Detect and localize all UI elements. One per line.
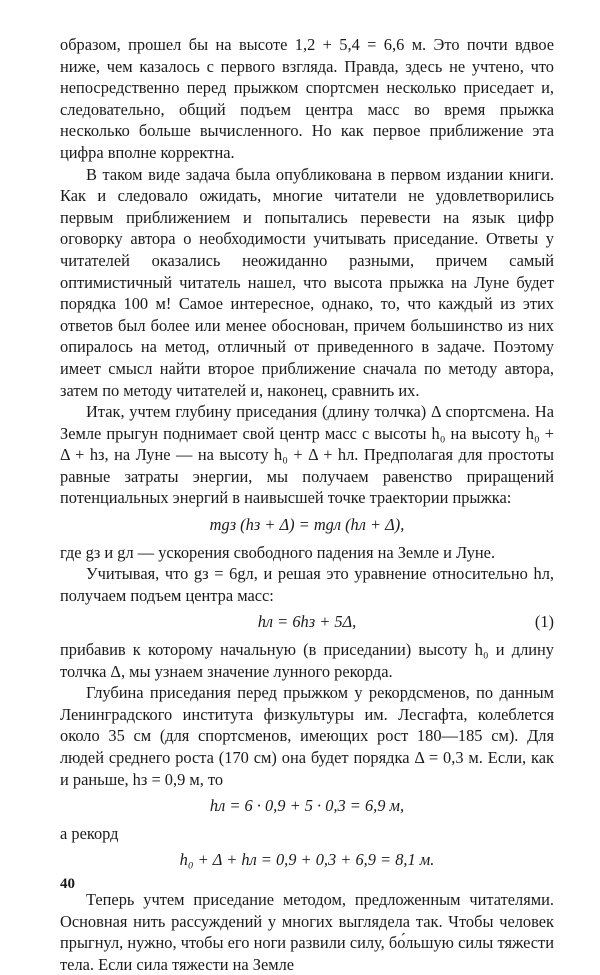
page-number: 40 <box>60 876 75 892</box>
paragraph-8: а рекорд <box>60 823 119 843</box>
equation-1-body: hл = 6hз + 5Δ, <box>257 612 357 632</box>
equation-1 <box>60 611 554 633</box>
book-page <box>60 34 554 975</box>
equation-energy: mgз (hз + Δ) = mgл (hл + Δ), <box>209 515 405 535</box>
paragraph-9: Теперь учтем приседание методом, предложенным читателями. Основная нить рассуждений у многих выглядела так. Чтобы человек прыгнул, нужно, чтобы его ноги развили силу, бо́льшую силы тяжести тела. Если сила тяжести на Земле <box>60 889 554 974</box>
paragraph-5: Учитывая, что gз = 6gл, и решая это уравнение относительно hл, получаем подъем центра масс: <box>60 564 554 605</box>
equation-record: h₀ + Δ + hл = 0,9 + 0,3 + 6,9 = 8,1 м. <box>179 850 435 870</box>
paragraph-7: Глубина приседания перед прыжком у рекордсменов, по данным Ленинградского института физкультуры им. Лесгафта, колеблется около 35 см (для спортсменов, имеющих рост 180—185 см). Для людей среднего роста (170 см) она будет порядка Δ = 0,3 м. Если, как и раньше, hз = 0,9 м, то <box>60 683 554 789</box>
equation-hl-value: hл = 6 · 0,9 + 5 · 0,3 = 6,9 м, <box>209 796 405 816</box>
paragraph-1: образом, прошел бы на высоте 1,2 + 5,4 = 6,6 м. Это почти вдвое ниже, чем казалось с первого взгляда. Правда, здесь не учтено, что непосредственно перед прыжком спортсмен несколько приседает и, следовательно, общий подъем центра масс во время прыжка несколько больше вычисленного. Но как первое приближение эта цифра вполне корректна. <box>60 35 554 162</box>
paragraph-6: прибавив к которому начальную (в приседании) высоту h₀ и длину толчка Δ, мы узнаем значение лунного рекорда. <box>60 640 554 681</box>
paragraph-3: Итак, учтем глубину приседания (длину толчка) Δ спортсмена. На Земле прыгун поднимает свой центр масс с высоты h₀ на высоту h₀ + Δ + hз, на Луне — на высоту h₀ + Δ + hл. Предполагая для простоты равные затраты энергии, мы получаем равенство приращений потенциальных энергий в наивысшей точке траектории прыжка: <box>60 402 554 508</box>
paragraph-2: В таком виде задача была опубликована в первом издании книги. Как и следовало ожидать, многие читатели не удовлетворились первым приближением и попытались перевести на язык цифр оговорку автора о необходимости учитывать приседание. Ответы у читателей оказались неожиданно разными, причем самый оптимистичный читатель нашел, что высота прыжка на Луне будет порядка 100 м! Самое интересное, однако, то, что каждый из этих ответов был более или менее обоснован, причем большинство из них опиралось на метод, отличный от приведенного в задаче. Поэтому имеет смысл найти второе приближение сначала по методу автора, затем по методу читателей и, наконец, сравнить их. <box>60 164 554 400</box>
paragraph-4: где gз и gл — ускорения свободного падения на Земле и Луне. <box>60 542 496 562</box>
equation-number: (1) <box>534 612 554 632</box>
